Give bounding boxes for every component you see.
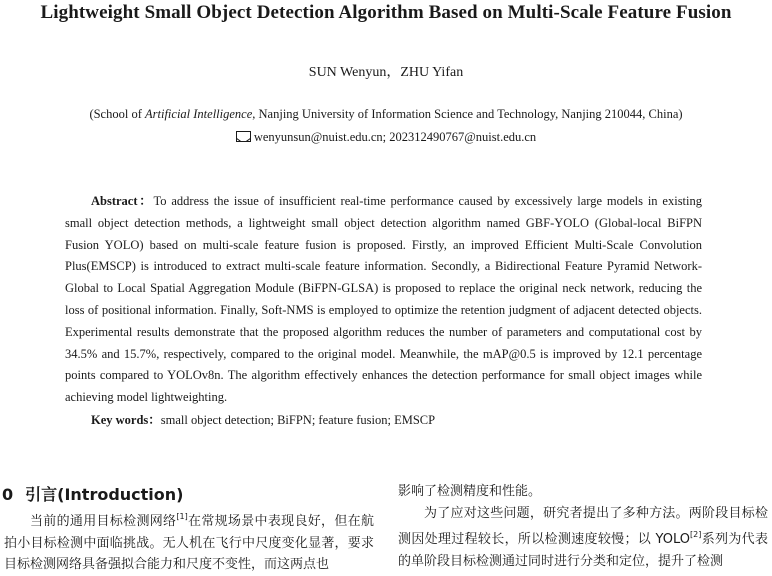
paragraph [398,503,768,573]
paper-title: Lightweight Small Object Detection Algorithm Based on Multi-Scale Feature Fusion [40,2,732,23]
citation-ref[interactable]: [1] [176,512,188,521]
section-heading [2,482,184,505]
section-number: 0 [2,485,14,504]
keywords [91,410,435,428]
paragraph-text: 系列为代表的单阶段目标检测通过同时进行分类和定位，提升了检测 [398,532,768,569]
paragraph-text: 在常规场景中表现良好，但在航拍小目标检测中面临挑战。无人机在飞行中尺度变化显著，要求目标检测网络具备强拟合能力和尺度不变性，而这两点也 [4,514,374,572]
paragraph [4,506,374,576]
section-title-text: 引言(Introduction) [25,485,184,504]
affiliation [0,107,772,122]
abstract-text: To address the issue of insufficient real-time performance caused by excessively large models in existing small object detection methods, a lightweight small object detection algorithm named GBF-YOLO (Global-local BiFPN Fusion YOLO) based on multi-scale feature fusion is proposed. Firstly, an improved Efficient Multi-Scale Convolution Plus(EMSCP) is introduced to extract multi-scale feature information. Secondly, a Bidirectional Feature Pyramid Network-Global to Local Spatial Aggregation Module (BiFPN-GLSA) is proposed to replace the original neck network, reducing the loss of positional information. Finally, Soft-NMS is employed to optimize the retention judgment of adjacent detected objects. Experimental results demonstrate that the proposed algorithm reduces the number of parameters and computational cost by 34.5% and 15.7%, respectively, compared to the original model. Meanwhile, the mAP@0.5 is improved by 12.1 percentage points compared to YOLOv8n. The algorithm effectively enhances the detection performance for small object images while achieving model lightweighting. [65,194,703,405]
paragraph-text: 为了应对这些问题，研究者提出了多种方法。两阶段目标检测因处理过程较长，所以检测速度较慢；以 YOLO [398,505,768,547]
citation-ref[interactable]: [2] [690,530,702,539]
affiliation-open: (School of [89,107,145,121]
affiliation-rest: , Nanjing University of Information Science and Technology, Nanjing 210044, China) [252,107,683,121]
email-addresses[interactable]: wenyunsun@nuist.edu.cn; 202312490767@nuist.edu.cn [253,130,537,144]
paragraph: 影响了检测精度和性能。 [398,484,542,499]
body-column-right [398,481,768,572]
paragraph-text: 当前的通用目标检测网络 [30,514,177,529]
affiliation-department: Artificial Intelligence [145,107,253,121]
keywords-text: small object detection; BiFPN; feature fusion; EMSCP [160,413,436,427]
abstract-label: Abstract： [91,194,154,208]
keywords-label: Key words： [91,413,161,427]
body-column-left [4,506,374,576]
abstract [65,191,702,409]
email-line [0,130,772,145]
envelope-icon [236,131,251,142]
author-list: SUN Wenyun，ZHU Yifan [308,65,464,80]
